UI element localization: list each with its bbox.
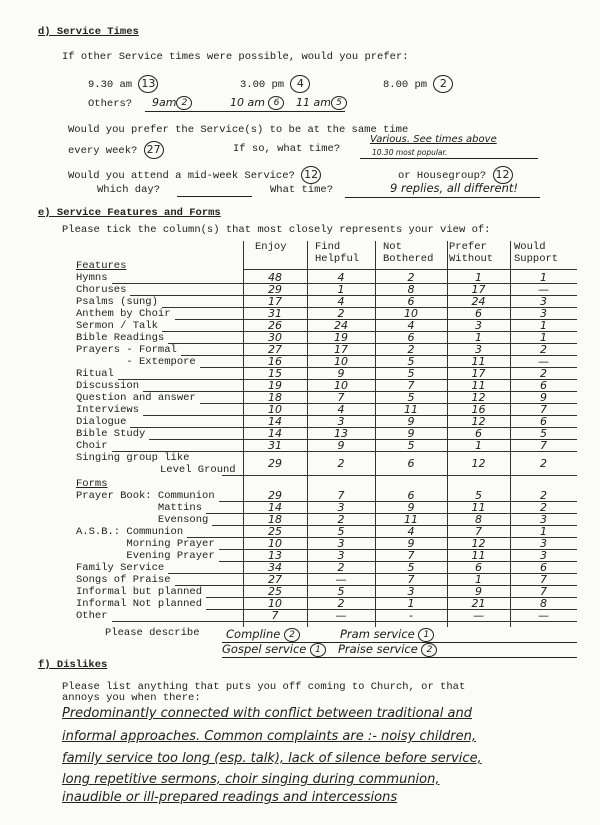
row-label: Anthem by Choir [76, 308, 171, 320]
table-row [72, 538, 577, 550]
cell-prefer-without: 6 [475, 307, 482, 320]
cell-find-helpful: 7 [337, 489, 345, 502]
cell-not-bothered: 4 [407, 319, 415, 332]
row-label: Question and answer [76, 392, 196, 404]
what-time2-label: What time? [270, 184, 334, 196]
section-f-heading: f) Dislikes [38, 659, 108, 671]
other-11am [296, 96, 347, 110]
cell-enjoy: 27 [268, 343, 282, 356]
cell-not-bothered: 5 [407, 561, 415, 574]
cell-would-support: 2 [540, 367, 547, 380]
table-row [72, 308, 577, 320]
what-time-answer-1: Various. See times above [370, 134, 497, 145]
cell-find-helpful: 3 [337, 501, 345, 514]
cell-not-bothered: 7 [407, 573, 415, 586]
cell-not-bothered: 6 [407, 489, 415, 502]
cell-would-support: 7 [540, 403, 547, 416]
cell-not-bothered: 1 [407, 597, 415, 610]
cell-enjoy: 16 [268, 355, 282, 368]
cell-not-bothered: 2 [407, 271, 415, 284]
describe-item-label: Pram service [340, 627, 415, 641]
cell-find-helpful: 4 [337, 403, 345, 416]
cell-find-helpful: 5 [337, 525, 345, 538]
count-circle: 2 [176, 96, 192, 110]
column-header-enjoy: Enjoy [255, 241, 287, 253]
table-row [72, 416, 577, 428]
cell-would-support: — [538, 355, 549, 368]
cell-find-helpful: 2 [337, 307, 345, 320]
cell-prefer-without: 11 [471, 549, 486, 562]
cell-enjoy: 14 [268, 427, 282, 440]
cell-not-bothered: 11 [404, 403, 418, 416]
describe-item-label: Compline [226, 627, 281, 641]
every-week-label: every week? [68, 144, 138, 157]
dislikes-answer-line: informal approaches. Common complaints are :- noisy children, [62, 729, 477, 744]
cell-would-support: 1 [540, 271, 547, 284]
table-row [72, 514, 577, 526]
row-label: Dialogue [76, 416, 127, 428]
cell-find-helpful: 9 [337, 367, 345, 380]
cell-would-support: 1 [540, 525, 547, 538]
column-header-prefer-without: Prefer Without [449, 241, 494, 265]
cell-find-helpful: — [335, 573, 347, 586]
cell-enjoy: 29 [268, 489, 282, 502]
cell-would-support: 3 [540, 513, 547, 526]
table-row [72, 392, 577, 404]
cell-would-support: 2 [540, 457, 547, 470]
other-9am [152, 96, 192, 110]
cell-prefer-without: 6 [475, 427, 482, 440]
cell-find-helpful: 19 [334, 331, 348, 344]
cell-would-support: 5 [540, 427, 547, 440]
header-rule [243, 269, 577, 270]
section-e-heading: e) Service Features and Forms [38, 207, 221, 219]
cell-would-support: 6 [540, 379, 547, 392]
cell-prefer-without: — [473, 609, 484, 622]
cell-prefer-without: 6 [475, 561, 482, 574]
describe-label: Please describe [105, 627, 200, 639]
row-label: Choruses [76, 284, 127, 296]
count-circle: 12 [301, 166, 321, 184]
describe-compline [226, 627, 300, 642]
row-label: Family Service [76, 562, 165, 574]
table-row [72, 598, 577, 610]
cell-prefer-without: 3 [475, 319, 482, 332]
cell-would-support: 2 [540, 489, 547, 502]
cell-enjoy: 31 [268, 307, 282, 320]
cell-not-bothered: 6 [407, 457, 415, 470]
cell-prefer-without: 5 [475, 489, 482, 502]
cell-enjoy: 13 [268, 549, 282, 562]
row-label: Mattins [76, 502, 203, 514]
cell-prefer-without: 3 [475, 343, 482, 356]
cell-would-support: 9 [540, 391, 547, 404]
table-row [72, 380, 577, 392]
count-circle: 1 [418, 628, 434, 642]
row-label: Songs of Praise [76, 574, 171, 586]
table-row [72, 526, 577, 538]
describe-gospel [222, 642, 326, 657]
which-day-label: Which day? [97, 184, 161, 196]
cell-enjoy: 14 [268, 415, 282, 428]
dislikes-answer-line: long repetitive sermons, choir singing during communion, [62, 772, 440, 787]
cell-not-bothered: 6 [407, 295, 415, 308]
cell-prefer-without: 12 [471, 537, 486, 550]
cell-enjoy: 14 [268, 501, 282, 514]
cell-find-helpful: 17 [334, 343, 348, 356]
dislikes-answer-line: family service too long (esp. talk), lack of silence before service, [62, 751, 482, 766]
table-row [72, 332, 577, 344]
cell-enjoy: 25 [268, 585, 282, 598]
describe-pram [340, 627, 434, 642]
cell-would-support: 7 [540, 585, 547, 598]
cell-enjoy: 10 [268, 537, 282, 550]
cell-find-helpful: 10 [334, 355, 348, 368]
cell-not-bothered: 10 [404, 307, 418, 320]
cell-would-support: 7 [540, 573, 547, 586]
option-930 [88, 75, 158, 93]
cell-prefer-without: 9 [475, 585, 482, 598]
cell-not-bothered: 4 [407, 525, 415, 538]
cell-would-support: 3 [540, 295, 547, 308]
dislikes-answer-line: inaudible or ill-prepared readings and intercessions [62, 790, 398, 805]
dislikes-instruction-2: annoys you when there: [62, 692, 201, 704]
cell-would-support: 3 [540, 549, 547, 562]
table-row [72, 586, 577, 598]
cell-enjoy: 17 [268, 295, 282, 308]
count-circle: 5 [331, 96, 347, 110]
table-row [72, 272, 577, 284]
cell-find-helpful: 10 [334, 379, 348, 392]
count-circle: 6 [268, 96, 284, 110]
cell-not-bothered: 9 [407, 501, 415, 514]
cell-find-helpful: 1 [337, 283, 345, 296]
row-label: Discussion [76, 380, 140, 392]
housegroup-label: or Housegroup? [398, 169, 487, 182]
cell-prefer-without: 16 [471, 403, 486, 416]
table-row [72, 490, 577, 502]
cell-prefer-without: 12 [471, 391, 486, 404]
table-row [72, 344, 577, 356]
row-label: Morning Prayer [76, 538, 215, 550]
cell-would-support: 7 [540, 439, 547, 452]
table-row [72, 320, 577, 332]
row-label: Interviews [76, 404, 140, 416]
other-label: 10 am [230, 96, 265, 109]
column-header-not-bothered: Not Bothered [383, 241, 434, 265]
same-time-question: Would you prefer the Service(s) to be at the same time [68, 124, 409, 136]
row-label: Other [76, 610, 108, 622]
table-row [72, 296, 577, 308]
row-label: Choir [76, 440, 108, 452]
cell-prefer-without: 17 [471, 283, 486, 296]
cell-prefer-without: 7 [475, 525, 482, 538]
describe-praise [338, 642, 437, 657]
cell-would-support: 1 [540, 331, 547, 344]
row-label: Psalms (sung) [76, 296, 158, 308]
cell-not-bothered: 5 [407, 367, 415, 380]
other-10am [230, 96, 284, 110]
row-rule [222, 475, 577, 476]
row-label: Hymns [76, 272, 108, 284]
dislikes-answer-line: Predominantly connected with conflict between traditional and [62, 706, 472, 721]
cell-not-bothered: 9 [407, 415, 415, 428]
count-circle: 2 [284, 628, 300, 642]
other-label: 11 am [296, 96, 331, 109]
cell-find-helpful: 5 [337, 585, 345, 598]
table-row [72, 428, 577, 440]
cell-not-bothered: - [409, 609, 413, 622]
cell-enjoy: 19 [268, 379, 282, 392]
cell-find-helpful: 4 [337, 295, 345, 308]
cell-prefer-without: 1 [475, 439, 482, 452]
option-label: 8.00 pm [383, 78, 428, 91]
cell-prefer-without: 24 [471, 295, 486, 308]
cell-would-support: 3 [540, 537, 547, 550]
row-label: Evening Prayer [76, 550, 215, 562]
describe-item-label: Praise service [338, 642, 418, 656]
cell-not-bothered: 5 [407, 355, 415, 368]
table-row [72, 574, 577, 586]
row-label: Informal Not planned [76, 598, 203, 610]
cell-not-bothered: 7 [407, 379, 415, 392]
count-circle: 1 [310, 643, 326, 657]
row-label: Sermon / Talk [76, 320, 158, 332]
cell-prefer-without: 12 [471, 457, 486, 470]
cell-would-support: 3 [540, 307, 547, 320]
option-label: 3.00 pm [240, 78, 285, 91]
cell-enjoy: 31 [268, 439, 282, 452]
count-circle: 4 [290, 75, 310, 93]
cell-enjoy: 15 [268, 367, 282, 380]
table-row [72, 502, 577, 514]
tick-instruction: Please tick the column(s) that most closely represents your view of: [62, 224, 491, 236]
cell-enjoy: 29 [268, 283, 282, 296]
others-label: Others? [88, 98, 133, 110]
cell-would-support: — [538, 609, 549, 622]
what-time-answer-2: 10.30 most popular. [372, 148, 448, 157]
dislikes-instruction-1: Please list anything that puts you off coming to Church, or that [62, 681, 466, 693]
cell-prefer-without: 11 [471, 379, 486, 392]
row-label: Bible Study [76, 428, 146, 440]
cell-not-bothered: 8 [407, 283, 415, 296]
option-label: 9.30 am [88, 78, 133, 91]
row-label: Prayers - Formal [76, 344, 177, 356]
cell-find-helpful: 2 [337, 513, 345, 526]
table-row [72, 284, 577, 296]
cell-not-bothered: 3 [407, 585, 415, 598]
table-row [72, 368, 577, 380]
forms-heading: Forms [76, 478, 108, 490]
cell-not-bothered: 5 [407, 391, 415, 404]
what-time-label: If so, what time? [233, 143, 341, 155]
cell-find-helpful: 4 [337, 271, 345, 284]
cell-enjoy: 48 [268, 271, 282, 284]
count-circle: 13 [138, 75, 158, 93]
column-header-find-helpful: Find Helpful [315, 241, 360, 265]
option-800 [383, 75, 453, 93]
cell-enjoy: 25 [268, 525, 282, 538]
row-label: - Extempore [76, 356, 196, 368]
cell-would-support: 6 [540, 561, 547, 574]
describe-item-label: Gospel service [222, 642, 307, 656]
count-circle: 2 [433, 75, 453, 93]
cell-not-bothered: 6 [407, 331, 415, 344]
cell-find-helpful: 9 [337, 439, 345, 452]
cell-find-helpful: 2 [337, 597, 345, 610]
cell-enjoy: 10 [268, 597, 282, 610]
cell-find-helpful: 3 [337, 537, 345, 550]
cell-enjoy: 29 [268, 457, 282, 470]
cell-enjoy: 26 [268, 319, 282, 332]
which-day-line [177, 196, 252, 197]
section-d-heading: d) Service Times [38, 26, 139, 38]
count-circle: 27 [144, 141, 164, 159]
cell-not-bothered: 2 [407, 343, 415, 356]
cell-enjoy: 18 [268, 513, 282, 526]
cell-prefer-without: 17 [471, 367, 486, 380]
cell-prefer-without: 1 [475, 573, 482, 586]
cell-find-helpful: 3 [337, 415, 345, 428]
what-time2-line [345, 197, 540, 198]
cell-find-helpful: 2 [337, 457, 345, 470]
row-label: A.S.B.: Communion [76, 526, 184, 538]
cell-find-helpful: 2 [337, 561, 345, 574]
midweek [68, 166, 321, 184]
other-label: 9am [152, 96, 177, 109]
cell-find-helpful: — [335, 609, 347, 622]
cell-enjoy: 30 [268, 331, 282, 344]
cell-find-helpful: 24 [334, 319, 348, 332]
cell-prefer-without: 12 [471, 415, 486, 428]
count-circle: 12 [493, 166, 513, 184]
cell-not-bothered: 9 [407, 537, 415, 550]
row-label-cont: Level Ground [160, 464, 236, 476]
midweek-label: Would you attend a mid-week Service? [68, 169, 295, 182]
others-answer-line [145, 111, 345, 112]
cell-prefer-without: 1 [475, 271, 482, 284]
row-label: Singing group like [76, 452, 190, 464]
row-label: Prayer Book: Communion [76, 490, 215, 502]
cell-find-helpful: 3 [337, 549, 345, 562]
cell-enjoy: 34 [268, 561, 282, 574]
option-300 [240, 75, 310, 93]
cell-find-helpful: 7 [337, 391, 345, 404]
row-label: Bible Readings [76, 332, 165, 344]
table-row [72, 440, 577, 452]
cell-prefer-without: 1 [475, 331, 482, 344]
count-circle: 2 [421, 643, 437, 657]
cell-would-support: 2 [540, 501, 547, 514]
service-times-question: If other Service times were possible, would you prefer: [62, 51, 409, 63]
table-row [72, 610, 577, 622]
cell-not-bothered: 11 [404, 513, 418, 526]
row-label: Ritual [76, 368, 114, 380]
table-row [72, 550, 577, 562]
cell-enjoy: 27 [268, 573, 282, 586]
cell-would-support: 1 [540, 319, 547, 332]
cell-enjoy: 10 [268, 403, 282, 416]
cell-prefer-without: 8 [475, 513, 482, 526]
what-time2-answer: 9 replies, all different! [390, 181, 519, 195]
cell-not-bothered: 9 [407, 427, 415, 440]
row-label: Informal but planned [76, 586, 203, 598]
cell-prefer-without: 11 [471, 501, 486, 514]
table-row [72, 452, 577, 476]
describe-line-2 [222, 657, 577, 658]
table-row [72, 356, 577, 368]
row-label: Evensong [76, 514, 209, 526]
cell-enjoy: 18 [268, 391, 282, 404]
cell-would-support: 2 [540, 343, 547, 356]
cell-would-support: — [538, 283, 549, 296]
cell-not-bothered: 7 [407, 549, 415, 562]
cell-prefer-without: 21 [471, 597, 486, 610]
table-row [72, 562, 577, 574]
cell-find-helpful: 13 [334, 427, 348, 440]
features-heading: Features [76, 260, 127, 272]
cell-would-support: 8 [540, 597, 547, 610]
cell-enjoy: 7 [271, 609, 279, 622]
cell-not-bothered: 5 [407, 439, 415, 452]
column-header-would-support: Would Support [514, 241, 559, 265]
table-row [72, 404, 577, 416]
every-week [68, 141, 164, 159]
what-time-line [360, 158, 538, 159]
cell-would-support: 6 [540, 415, 547, 428]
cell-prefer-without: 11 [471, 355, 486, 368]
